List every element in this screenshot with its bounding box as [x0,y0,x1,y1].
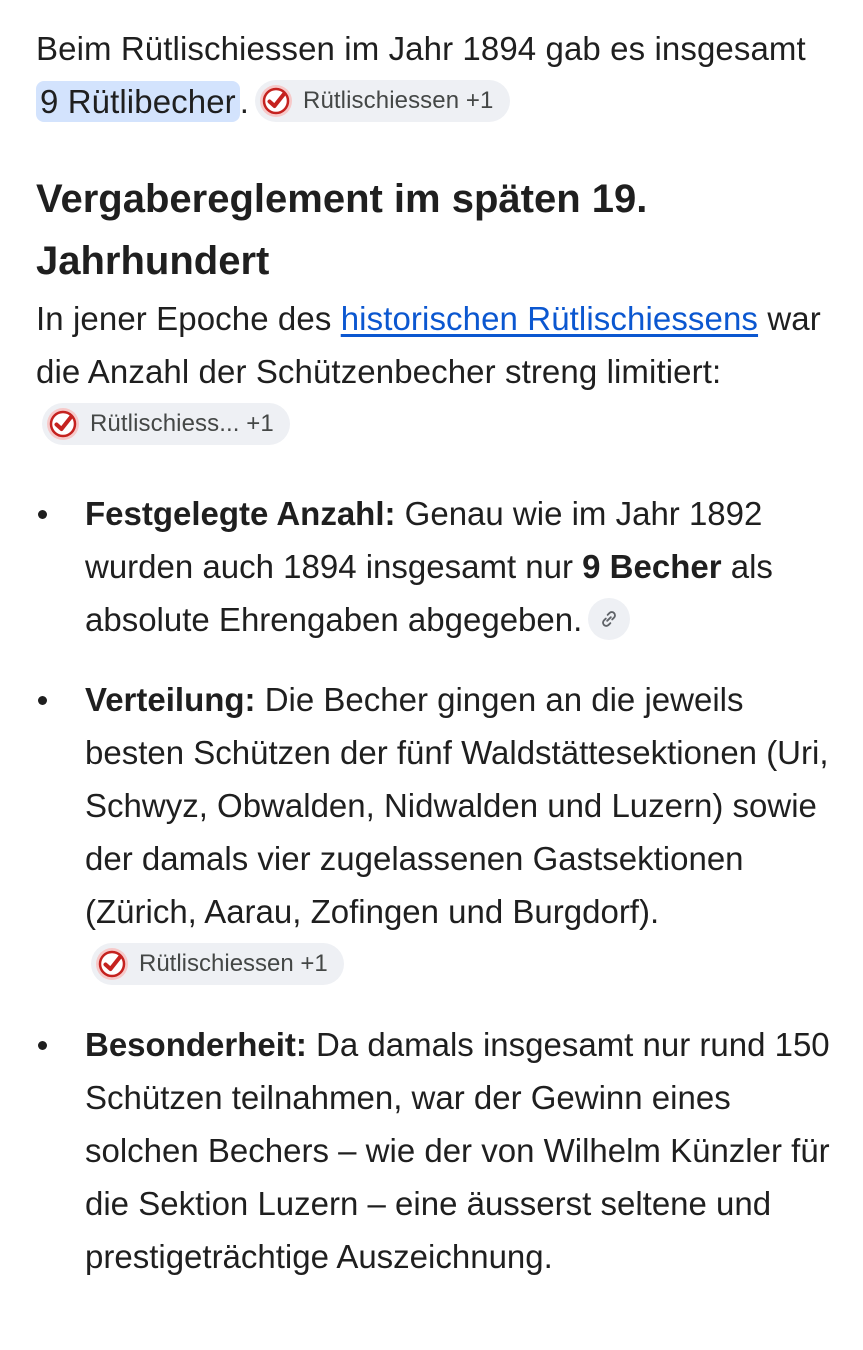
intro-paragraph [36,22,836,128]
source-chip[interactable] [42,403,290,445]
bullet-dot [38,696,47,705]
bullet-label: Verteilung: [85,681,256,718]
bullet-label: Festgelegte Anzahl: [85,495,396,532]
bullet-dot [38,1041,47,1050]
section-heading: Vergabereglement im späten 19. Jahrhundert [36,177,648,283]
checkmark-seal-icon [95,947,129,981]
source-chip-label: Rütlischiess... +1 [90,410,274,438]
list-item [36,673,836,991]
bullet-text: als absolute Ehrengaben abgegeben. [85,548,773,638]
bullet-bold: 9 Becher [582,548,722,585]
bullet-text: Da damals insgesamt nur rund 150 Schützen teilnahmen, war der Gewinn eines solchen Bechers – wie der von Wilhelm Künzler für die Sektion Luzern – eine äusserst seltene und prestigeträchtige Auszeichnung. [85,1026,830,1275]
link-chip[interactable] [588,598,630,640]
source-chip-label: Rütlischiessen +1 [139,950,328,978]
source-chip[interactable] [91,943,344,985]
bullet-list [36,487,836,1283]
answer-content [36,22,836,1310]
list-item [36,487,836,646]
checkmark-seal-icon [46,407,80,441]
historical-link[interactable]: historischen Rütlischiessens [340,300,759,337]
intro-text: Beim Rütlischiessen im Jahr 1894 gab es insgesamt [36,30,806,67]
highlighted-answer: 9 Rütlibecher [36,81,240,122]
bullet-text: Genau wie im Jahr 1892 wurden auch 1894 insgesamt nur [85,495,763,585]
list-item [36,1018,836,1283]
epoch-text: In jener Epoche des [36,300,341,337]
source-chip[interactable] [255,80,509,122]
bullet-text: Die Becher gingen an die jeweils besten Schützen der fünf Waldstättesektionen (Uri, Schwyz, Obwalden, Nidwalden und Luzern) sowie der damals vier zugelassenen Gastsektionen (Zürich, Aarau, Zofingen und Burgdorf). [85,681,829,930]
bullet-label: Besonderheit: [85,1026,307,1063]
source-chip-label: Rütlischiessen +1 [303,87,494,115]
epoch-text-after: war die Anzahl der Schützenbecher streng limitiert: [36,300,821,390]
checkmark-seal-icon [259,84,293,118]
link-icon [598,608,620,630]
epoch-paragraph [36,292,836,451]
intro-period: . [239,83,250,120]
bullet-dot [38,510,47,519]
